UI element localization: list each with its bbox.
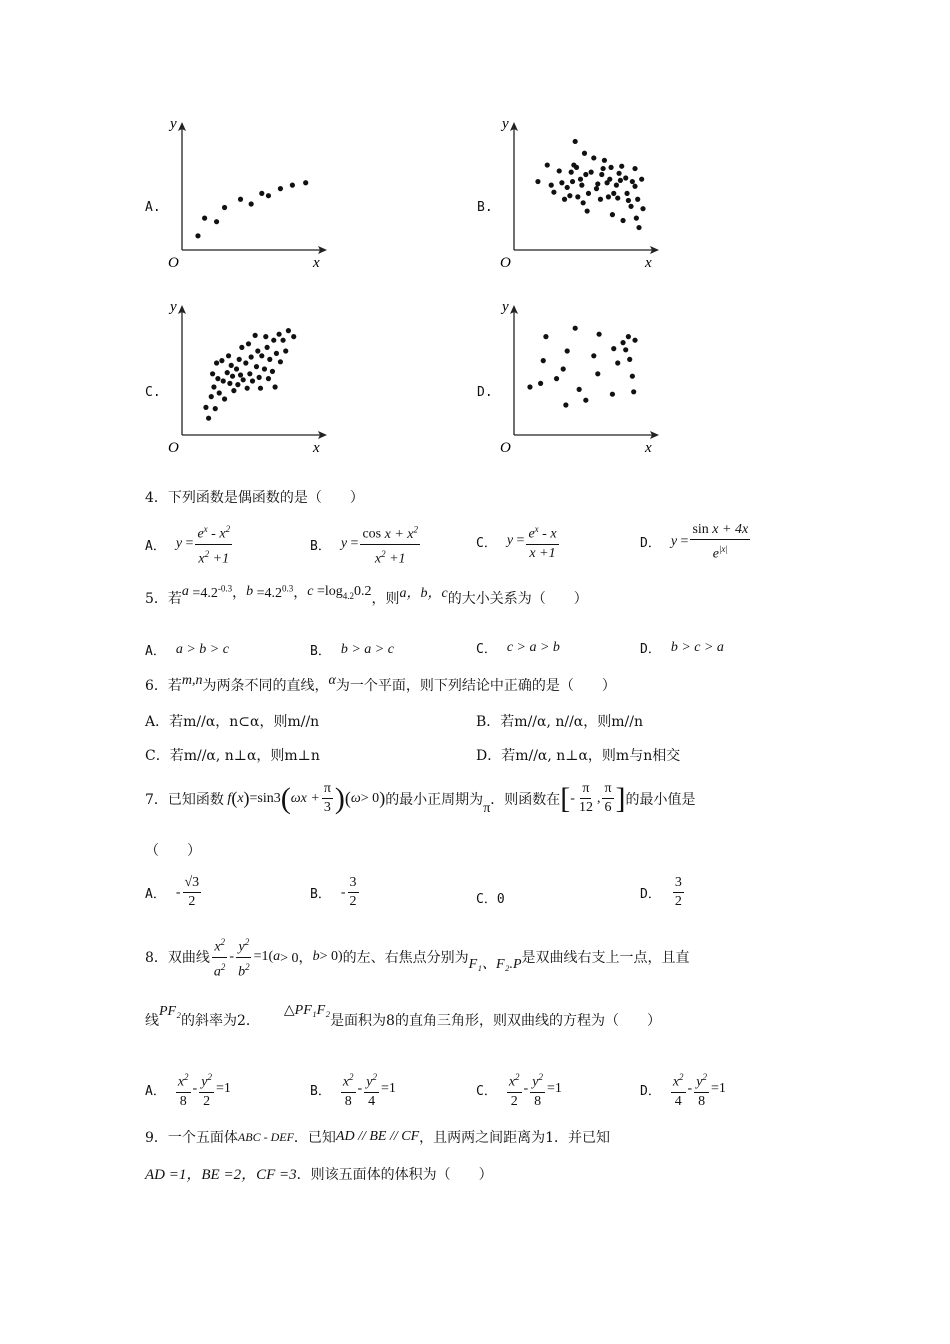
scatter-point: [222, 205, 227, 210]
scatter-point: [615, 195, 620, 200]
q4-option-a[interactable]: A． y = $\frac{e^x - x^2}{x^2 +1}$: [145, 520, 234, 568]
scatter-point: [266, 193, 271, 198]
x-axis-label: x: [313, 440, 320, 455]
scatter-point: [562, 197, 567, 202]
q7-stem: 7．已知函数 f ( x ) =sin3 ( ωx + $\frac{\pi}{3}$ ) ( ω > 0 ) 的最小正周期为 π ．则函数在 [ - $\frac{\pi}{12}$ , $\frac{\pi}{6}$ ] 的最小值是: [145, 781, 696, 816]
scatter-point: [249, 354, 254, 359]
scatter-point: [557, 168, 562, 173]
scatter-point: [607, 177, 612, 182]
plot-c-label: C.: [145, 385, 161, 400]
scatter-point: [559, 180, 564, 185]
q8-option-c[interactable]: C． $\frac{x^2}{2}$ - $\frac{y^2}{8}$ =1: [476, 1068, 562, 1111]
scatter-point: [597, 332, 602, 337]
scatter-point: [203, 405, 208, 410]
scatter-point: [631, 389, 636, 394]
scatter-point: [225, 370, 230, 375]
q8-option-a[interactable]: A． $\frac{x^2}{8}$ - $\frac{y^2}{2}$ =1: [145, 1068, 231, 1111]
scatter-point: [259, 191, 264, 196]
scatter-point: [543, 334, 548, 339]
scatter-point: [573, 326, 578, 331]
scatter-point: [278, 359, 283, 364]
scatter-point: [582, 151, 587, 156]
scatter-point: [618, 178, 623, 183]
scatter-plot-a: [160, 110, 335, 270]
q5-stem: 5．若 a $=4.2^{-0.3}$， b $=4.2^{0.3}$， c $=\log_{4.2}0.2$ ，则 a，b，c 的大小关系为（ ）: [145, 583, 588, 607]
q4-option-c[interactable]: C． y = $\frac{e^x - x}{x +1}$: [476, 520, 561, 563]
scatter-point: [623, 347, 628, 352]
scatter-point: [611, 191, 616, 196]
scatter-point: [238, 197, 243, 202]
scatter-point: [271, 338, 276, 343]
scatter-point: [583, 172, 588, 177]
scatter-point: [245, 386, 250, 391]
q4-stem: 4．下列函数是偶函数的是（ ）: [145, 490, 364, 506]
scatter-point: [541, 358, 546, 363]
q8-option-d[interactable]: D． $\frac{x^2}{4}$ - $\frac{y^2}{8}$ =1: [640, 1068, 726, 1111]
scatter-point: [578, 177, 583, 182]
scatter-point: [259, 353, 264, 358]
scatter-point: [636, 225, 641, 230]
scatter-point: [565, 348, 570, 353]
scatter-point: [250, 378, 255, 383]
scatter-point: [614, 183, 619, 188]
scatter-point: [554, 376, 559, 381]
scatter-point: [229, 363, 234, 368]
scatter-point: [213, 406, 218, 411]
scatter-point: [630, 374, 635, 379]
scatter-point: [634, 216, 639, 221]
scatter-point: [273, 384, 278, 389]
scatter-point: [222, 396, 227, 401]
plot-a-label: A.: [145, 200, 161, 215]
plot-b-label: B.: [477, 200, 493, 215]
scatter-point: [632, 338, 637, 343]
scatter-point: [274, 351, 279, 356]
q7-paren: （ ）: [145, 843, 201, 859]
x-axis-label: x: [313, 255, 320, 270]
scatter-point: [209, 394, 214, 399]
scatter-point: [303, 180, 308, 185]
scatter-point: [266, 376, 271, 381]
scatter-point: [639, 177, 644, 182]
scatter-point: [211, 384, 216, 389]
q6-option-c[interactable]: C．若m//α, n⊥α，则m⊥n: [145, 748, 320, 764]
scatter-point: [280, 338, 285, 343]
scatter-point: [247, 371, 252, 376]
scatter-point: [267, 357, 272, 362]
scatter-point: [235, 382, 240, 387]
scatter-point: [579, 183, 584, 188]
scatter-point: [563, 402, 568, 407]
y-axis-label: y: [502, 299, 509, 315]
q5-option-a[interactable]: A． a > b > c: [145, 641, 229, 659]
scatter-point: [583, 398, 588, 403]
scatter-point: [616, 171, 621, 176]
q5-option-b[interactable]: B． b > a > c: [310, 641, 394, 659]
scatter-point: [635, 197, 640, 202]
scatter-point: [606, 194, 611, 199]
scatter-point: [265, 345, 270, 350]
scatter-point: [545, 162, 550, 167]
scatter-point: [214, 219, 219, 224]
scatter-point: [630, 179, 635, 184]
q8-stem: 8．双曲线 $\frac{x^2}{a^2}$ - $\frac{y^2}{b^2}$ =1( a > 0， b > 0) 的左、右焦点分别为 F₁、F₂.P 是双曲线右支上一点，且直: [145, 933, 690, 981]
scatter-point: [575, 194, 580, 199]
q6-stem: 6．若 m,n 为两条不同的直线， α 为一个平面，则下列结论中正确的是（ ）: [145, 673, 616, 694]
scatter-plot-b: [492, 110, 667, 270]
scatter-point: [230, 374, 235, 379]
scatter-point: [610, 392, 615, 397]
scatter-point: [615, 360, 620, 365]
scatter-point: [632, 166, 637, 171]
scatter-point: [257, 375, 262, 380]
x-axis-label: x: [645, 255, 652, 270]
scatter-point: [239, 345, 244, 350]
scatter-point: [589, 170, 594, 175]
x-axis-label: x: [645, 440, 652, 455]
scatter-point: [574, 165, 579, 170]
scatter-point: [595, 181, 600, 186]
plot-d-label: D.: [477, 385, 493, 400]
scatter-point: [608, 165, 613, 170]
scatter-point: [227, 381, 232, 386]
origin-label: O: [500, 440, 511, 455]
scatter-point: [619, 164, 624, 169]
q7-option-d[interactable]: D． $\frac{3}{2}$: [640, 875, 682, 909]
scatter-point: [620, 218, 625, 223]
scatter-point: [226, 353, 231, 358]
scatter-point: [237, 357, 242, 362]
scatter-point: [591, 353, 596, 358]
scatter-point: [599, 172, 604, 177]
scatter-point: [238, 372, 243, 377]
scatter-point: [611, 346, 616, 351]
scatter-point: [549, 183, 554, 188]
scatter-point: [291, 334, 296, 339]
scatter-point: [270, 369, 275, 374]
q7-option-a[interactable]: A． - $\frac{√3}{2}$: [145, 875, 200, 909]
scatter-point: [594, 186, 599, 191]
scatter-point: [258, 386, 263, 391]
scatter-point: [586, 191, 591, 196]
scatter-point: [640, 206, 645, 211]
scatter-point: [561, 366, 566, 371]
q8-stem-line2: 线 PF₂ 的斜率为2． △PF₁F₂ 是面积为8的直角三角形，则双曲线的方程为（ ）: [145, 1002, 661, 1029]
scatter-point: [610, 212, 615, 217]
scatter-point: [263, 334, 268, 339]
scatter-point: [624, 191, 629, 196]
scatter-point: [243, 360, 248, 365]
scatter-point: [276, 332, 281, 337]
scatter-plot-d: [492, 293, 667, 455]
scatter-point: [567, 193, 572, 198]
scatter-point: [202, 216, 207, 221]
scatter-point: [290, 183, 295, 188]
scatter-point: [602, 158, 607, 163]
scatter-point: [215, 376, 220, 381]
scatter-point: [569, 170, 574, 175]
q6-option-b[interactable]: B．若m//α, n//α，则m//n: [476, 714, 643, 730]
scatter-point: [527, 384, 532, 389]
q5-option-d[interactable]: D． b > c > a: [640, 639, 724, 657]
scatter-point: [195, 233, 200, 238]
y-axis-label: y: [170, 116, 177, 132]
scatter-point: [565, 185, 570, 190]
q6-option-a[interactable]: A．若m//α，n⊂α，则m//n: [145, 714, 320, 730]
scatter-point: [626, 334, 631, 339]
scatter-point: [219, 358, 224, 363]
scatter-point: [627, 357, 632, 362]
scatter-point: [626, 198, 631, 203]
scatter-point: [249, 201, 254, 206]
scatter-point: [595, 371, 600, 376]
scatter-point: [278, 186, 283, 191]
scatter-point: [538, 381, 543, 386]
q8-option-b[interactable]: B． $\frac{x^2}{8}$ - $\frac{y^2}{4}$ =1: [310, 1068, 396, 1111]
y-axis-label: y: [170, 299, 177, 315]
scatter-point: [623, 175, 628, 180]
scatter-point: [231, 388, 236, 393]
scatter-point: [632, 184, 637, 189]
scatter-point: [598, 197, 603, 202]
q5-option-c[interactable]: C． c > a > b: [476, 639, 560, 657]
scatter-point: [620, 340, 625, 345]
scatter-point: [217, 390, 222, 395]
scatter-point: [234, 366, 239, 371]
q6-option-d[interactable]: D．若m//α, n⊥α，则m与n相交: [476, 748, 681, 764]
scatter-point: [601, 166, 606, 171]
scatter-point: [551, 190, 556, 195]
scatter-point: [535, 179, 540, 184]
scatter-point: [591, 155, 596, 160]
scatter-point: [262, 366, 267, 371]
scatter-point: [628, 204, 633, 209]
scatter-point: [254, 364, 259, 369]
q9-stem: 9．一个五面体 ABC - DEF ．已知 AD // BE // CF ，且两两之间距离为1．并已知: [145, 1129, 611, 1146]
scatter-point: [585, 208, 590, 213]
scatter-point: [206, 416, 211, 421]
scatter-point: [246, 341, 251, 346]
scatter-point: [210, 371, 215, 376]
q7-option-b[interactable]: B． - $\frac{3}{2}$: [310, 875, 357, 909]
scatter-point: [581, 200, 586, 205]
q7-option-c[interactable]: C．0: [476, 892, 505, 907]
scatter-point: [286, 328, 291, 333]
origin-label: O: [168, 440, 179, 455]
origin-label: O: [168, 255, 179, 270]
q4-option-d[interactable]: D． y = $\frac{\text{sin x + 4x}}{e^{|x|}}$: [640, 522, 749, 562]
scatter-point: [577, 387, 582, 392]
scatter-point: [253, 333, 258, 338]
scatter-point: [573, 139, 578, 144]
scatter-point: [255, 348, 260, 353]
scatter-point: [283, 348, 288, 353]
scatter-point: [570, 179, 575, 184]
scatter-point: [241, 377, 246, 382]
scatter-plot-c: [160, 293, 335, 455]
q9-stem-line2: AD =1，BE =2，CF =3 ．则该五面体的体积为（ ）: [145, 1166, 493, 1183]
origin-label: O: [500, 255, 511, 270]
q4-option-b[interactable]: B． y = $\frac{\cos x + x^2}{x^2 +1}$: [310, 520, 422, 568]
y-axis-label: y: [502, 116, 509, 132]
scatter-point: [221, 378, 226, 383]
scatter-point: [214, 360, 219, 365]
